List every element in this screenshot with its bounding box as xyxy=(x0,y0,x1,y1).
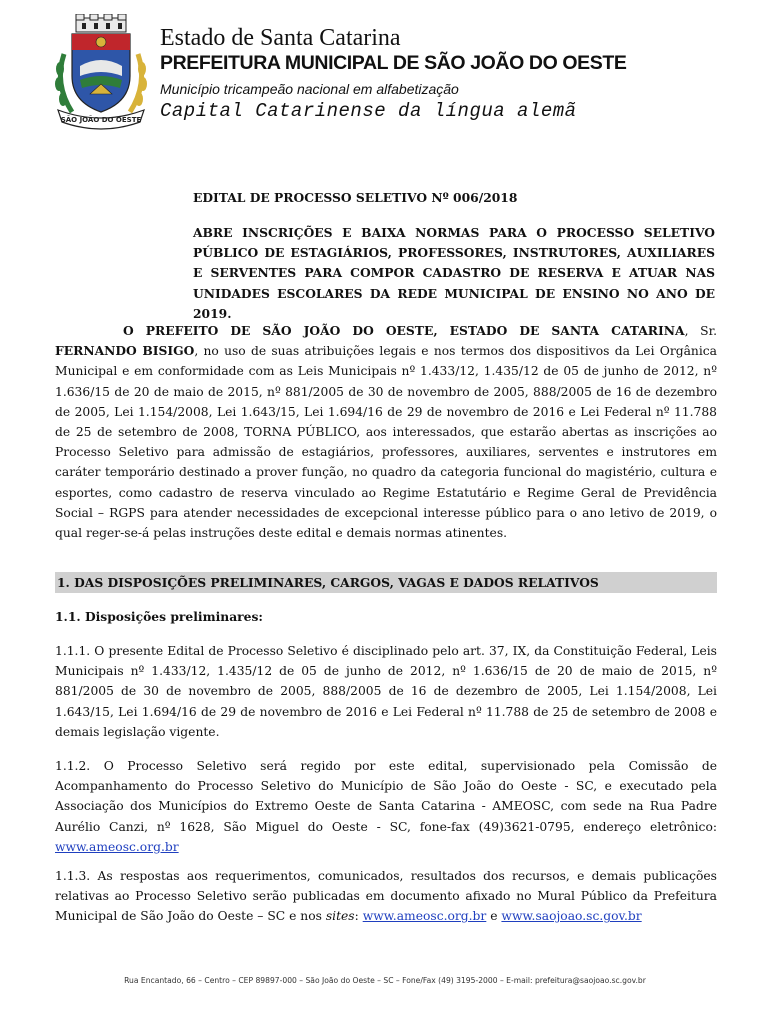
page-footer: Rua Encantado, 66 – Centro – CEP 89897-000 – São João do Oeste – SC – Fone/Fax (49) 3195-2000 – E-mail: prefeitura@saojoao.sc.gov.br xyxy=(124,976,646,985)
paragraph-1-1-1: 1.1.1. O presente Edital de Processo Seletivo é disciplinado pelo art. 37, IX, da Constituição Federal, Leis Municipais nº 1.433/12, 1.435/12 de 05 de junho de 2012, nº 1.636/15 de 20 de maio de 2015, nº 881/2005 de 30 de novembro de 2005, 888/2005 de 16 de dezembro de 2005, Lei 1.154/2008, Lei 1.643/15, Lei 1.694/16 de 29 de novembro de 2016 e Lei Federal nº 11.788 de 25 de setembro de 2008 e demais legislação vigente. xyxy=(55,644,717,739)
municipio-tagline: Município tricampeão nacional em alfabetização xyxy=(160,81,459,97)
intro-lead: O PREFEITO DE SÃO JOÃO DO OESTE, ESTADO DE SANTA CATARINA xyxy=(123,323,685,338)
intro-rest: , no uso de suas atribuições legais e nos termos dos dispositivos da Lei Orgânica Municipal e em conformidade com as Leis Municipais nº 1.433/12, 1.435/12 de 05 de junho de 2012, nº 1.636/15 de 20 de maio de 2015, nº 881/2005 de 30 de novembro de 2005, 888/2005 de 16 de dezembro de 2005, Lei 1.154/2008, Lei 1.643/15, Lei 1.694/16 de 29 de novembro de 2016 e Lei Federal nº 11.788 de 25 de setembro de 2008, TORNA PÚBLICO, aos interessados, que estarão abertas as inscrições ao Processo Seletivo para admissão de estagiários, professores, auxiliares, serventes e instrutores em caráter temporário destinado a prover função, no quadro da categoria funcional do magistério, cultura e esportes, como cadastro de reserva vinculado ao Regime Estatutário e Regime Geral de Previdência Social – RGPS para atender necessidades de excepcional interesse público para o ano letivo de 2019, o qual reger-se-á pelas instruções deste edital e demais normas atinentes. xyxy=(55,344,718,541)
intro-sr: , Sr. xyxy=(684,324,717,338)
p113-text: 1.1.3. As respostas aos requerimentos, comunicados, resultados dos recursos, e demais publicações relativas ao Processo Seletivo serão publicadas em documento afixado no Mural Público da Prefeitura Municipal de São João do Oeste – SC e nos xyxy=(55,869,717,924)
edital-summary: ABRE INSCRIÇÕES E BAIXA NORMAS PARA O PROCESSO SELETIVO PÚBLICO DE ESTAGIÁRIOS, PROFESSORES, INSTRUTORES, AUXILIARES E SERVENTES PARA COMPOR CADASTRO DE RESERVA E ATUAR NAS UNIDADES ESCOLARES DA REDE MUNICIPAL DE ENSINO NO ANO DE 2019. xyxy=(193,225,715,321)
paragraph-1-1-2 xyxy=(55,756,717,857)
paragraph-1-1-3 xyxy=(55,866,717,927)
state-name: Estado de Santa Catarina xyxy=(160,25,401,51)
section-1-title: 1. DAS DISPOSIÇÕES PRELIMINARES, CARGOS, VAGAS E DADOS RELATIVOS xyxy=(57,575,599,590)
prefeitura-name: PREFEITURA MUNICIPAL DE SÃO JOÃO DO OESTE xyxy=(160,52,627,74)
crest-ribbon-text: SÃO JOÃO DO OESTE xyxy=(60,116,142,124)
capital-tagline: Capital Catarinense da língua alemã xyxy=(160,100,577,122)
p113-and: e xyxy=(486,909,502,924)
subsection-1-1-title: 1.1. Disposições preliminares: xyxy=(55,609,263,624)
letterhead xyxy=(160,24,626,122)
municipal-crest-icon xyxy=(50,14,152,132)
p113-colon: : xyxy=(354,909,363,924)
intro-paragraph xyxy=(55,321,717,543)
saojoao-link[interactable]: www.saojoao.sc.gov.br xyxy=(501,909,642,924)
p113-sites: sites xyxy=(325,909,355,924)
ameosc-link[interactable]: www.ameosc.org.br xyxy=(55,839,179,854)
p112-text: 1.1.2. O Processo Seletivo será regido por este edital, supervisionado pela Comissão de Acompanhamento do Processo Seletivo do Município de São João do Oeste - SC, e executado pela Associação dos Municípios do Extremo Oeste de Santa Catarina - AMEOSC, com sede na Rua Padre Aurélio Canzi, nº 1628, São Miguel do Oeste - SC, fone-fax (49)3621-0795, endereço eletrônico: xyxy=(55,759,717,834)
ameosc-link-2[interactable]: www.ameosc.org.br xyxy=(362,909,487,924)
edital-title: EDITAL DE PROCESSO SELETIVO Nº 006/2018 xyxy=(193,190,518,205)
mayor-name: FERNANDO BISIGO xyxy=(55,343,195,359)
